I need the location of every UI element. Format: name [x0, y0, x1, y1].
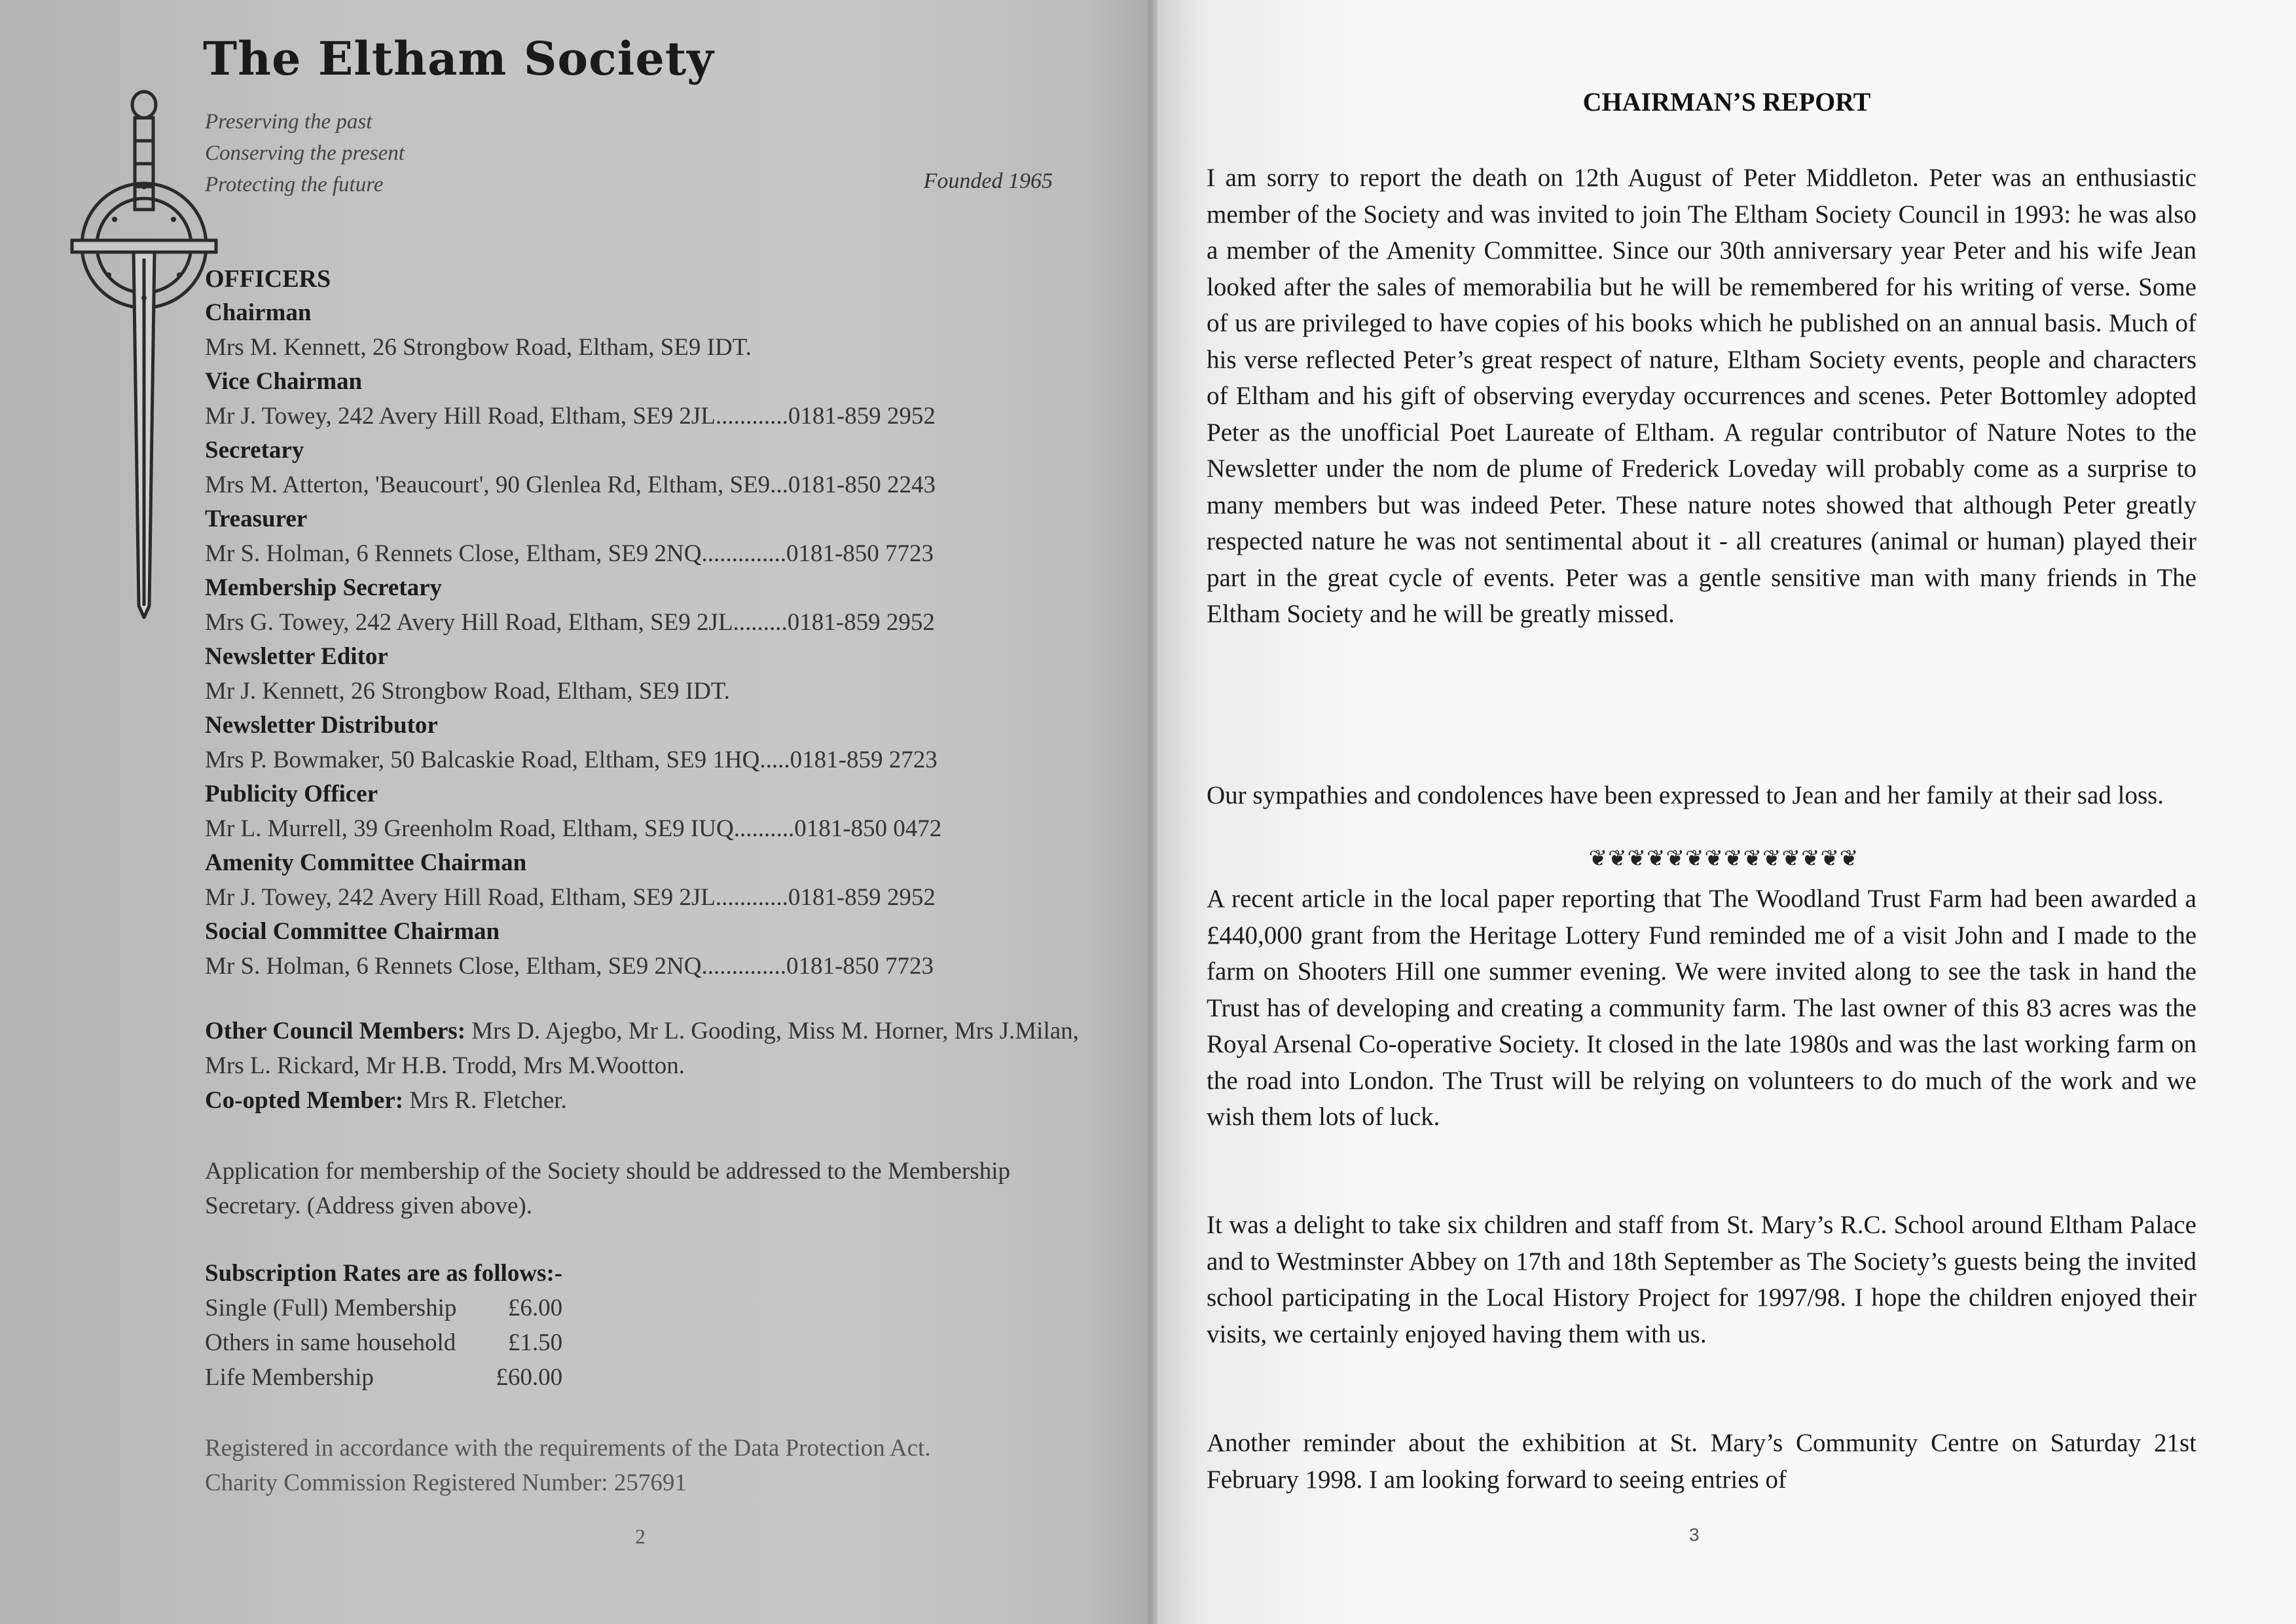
officer-detail: Mr J. Kennett, 26 Strongbow Road, Eltham, SE9 IDT.: [205, 678, 730, 705]
report-paragraph: Another reminder about the exhibition at St. Mary’s Community Centre on Saturday 21st February 1998. I am looking forward to seeing entries of: [1207, 1429, 2196, 1494]
officer-detail: Mr S. Holman, 6 Rennets Close, Eltham, SE9 2NQ..............0181-850 7723: [205, 953, 934, 980]
sword-emblem-icon: [65, 88, 223, 619]
officer-role: Newsletter Distributor: [205, 712, 438, 739]
society-masthead: The Eltham Society: [203, 31, 714, 86]
tagline: Conserving the present: [205, 141, 405, 165]
coopted-label: Co-opted Member:: [205, 1087, 404, 1114]
officer-detail: Mr L. Murrell, 39 Greenholm Road, Eltham, SE9 IUQ..........0181-850 0472: [205, 815, 942, 842]
officers-heading: OFFICERS: [205, 265, 331, 293]
ornamental-divider: ❦❦❦❦❦❦❦❦❦❦❦❦❦❦: [1588, 845, 1859, 872]
subscription-label: Single (Full) Membership: [205, 1295, 457, 1321]
membership-application-note: Application for membership of the Society should be addressed to the Membership Secretary. (Address given above).: [205, 1158, 1010, 1219]
officer-role: Social Committee Chairman: [205, 918, 500, 945]
subscription-label: Life Membership: [205, 1364, 374, 1391]
tagline: Preserving the past: [205, 110, 373, 134]
registration-line: Charity Commission Registered Number: 257691: [205, 1469, 687, 1496]
tagline: Protecting the future: [205, 173, 384, 196]
officer-detail: Mr J. Towey, 242 Avery Hill Road, Eltham, SE9 2JL............0181-859 2952: [205, 884, 936, 911]
report-paragraph: It was a delight to take six children and staff from St. Mary’s R.C. School around Eltham Palace and to Westminster Abbey on 17th and 18th September as The Society’s guests being the invited school participating in the Local History Project for 1997/98. I hope the children enjoyed their visits, we certainly enjoyed having them with us.: [1207, 1211, 2196, 1348]
officer-detail: Mrs M. Kennett, 26 Strongbow Road, Eltham, SE9 IDT.: [205, 334, 752, 361]
officer-detail: Mrs G. Towey, 242 Avery Hill Road, Eltham, SE9 2JL.........0181-859 2952: [205, 609, 935, 636]
subscription-amount: £1.50: [507, 1329, 563, 1356]
subscription-row: [205, 1291, 562, 1325]
report-paragraph: A recent article in the local paper reporting that The Woodland Trust Farm had been awarded a £440,000 grant from the Heritage Lottery Fund reminded me of a visit John and I made to the farm on Shooters Hill one summer evening. We were invited along to see the task in hand the Trust has of developing and creating a community farm. The last owner of this 83 acres was the Royal Arsenal Co-operative Society. It closed in the late 1980s and was the last working farm on the road into London. The Trust will be relying on volunteers to do much of the work and we wish them lots of luck.: [1207, 885, 2196, 1131]
report-title: CHAIRMAN’S REPORT: [1582, 87, 1871, 117]
officer-role: Membership Secretary: [205, 574, 443, 601]
council-members: [205, 1014, 1115, 1118]
subscription-title: Subscription Rates are as follows:-: [205, 1260, 563, 1287]
society-taglines: [205, 106, 405, 200]
officer-detail: Mrs P. Bowmaker, 50 Balcaskie Road, Eltham, SE9 1HQ.....0181-859 2723: [205, 747, 938, 773]
officer-role: Vice Chairman: [205, 368, 363, 395]
officer-detail: Mrs M. Atterton, 'Beaucourt', 90 Glenlea Rd, Eltham, SE9...0181-850 2243: [205, 471, 936, 498]
officer-role: Secretary: [205, 437, 304, 464]
subscription-row: [205, 1325, 562, 1360]
officer-role: Newsletter Editor: [205, 643, 388, 670]
registration-note: [205, 1431, 931, 1500]
coopted-member: [205, 1083, 1115, 1118]
subscription-rates: [205, 1256, 562, 1395]
subscription-amount: £60.00: [496, 1364, 563, 1391]
officer-detail: Mr S. Holman, 6 Rennets Close, Eltham, SE9 2NQ..............0181-850 7723: [205, 540, 934, 567]
officers-list: [205, 262, 1082, 984]
officer-role: Chairman: [205, 299, 312, 326]
subscription-amount: £6.00: [507, 1295, 563, 1321]
subscription-row: [205, 1360, 562, 1395]
coopted-text: Mrs R. Fletcher.: [409, 1087, 567, 1114]
registration-line: Registered in accordance with the requirements of the Data Protection Act.: [205, 1435, 931, 1462]
subscription-table: [205, 1291, 562, 1395]
report-paragraph: I am sorry to report the death on 12th August of Peter Middleton. Peter was an enthusiastic member of the Society and was invited to join The Eltham Society Council in 1993: he was also a member of the Amenity Committee. Since our 30th anniversary year Peter and his wife Jean looked after the sales of memorabilia but he will be remembered for his writing of verse. Some of us are privileged to have copies of his books which he published on an annual basis. Much of his verse reflected Peter’s great respect of nature, Eltham Society events, people and characters of Eltham and his gift of observing everyday occurrences and scenes. Peter Bottomley adopted Peter as the unofficial Poet Laureate of Eltham. A regular contributor of Nature Notes to the Newsletter under the nom de plume of Frederick Loveday will probably come as a surprise to many members but was indeed Peter. These nature notes showed that although Peter greatly respected nature he was not sentimental about it - all creatures (animal or human) played their part in the great cycle of events. Peter was a gentle sensitive man with many friends in The Eltham Society and he will be greatly missed.: [1207, 164, 2196, 628]
page-number: 3: [1689, 1524, 1700, 1545]
officer-detail: Mr J. Towey, 242 Avery Hill Road, Eltham, SE9 2JL............0181-859 2952: [205, 403, 936, 430]
officer-role: Treasurer: [205, 506, 308, 532]
council-text: Mrs D. Ajegbo, Mr L. Gooding, Miss M. Horner, Mrs J.Milan, Mrs L. Rickard, Mr H.B. Trodd, Mrs M.Wootton.: [205, 1018, 1079, 1079]
officer-role: Amenity Committee Chairman: [205, 849, 527, 876]
founded-date: Founded 1965: [923, 169, 1053, 193]
page-number: 2: [635, 1524, 646, 1548]
council-label: Other Council Members:: [205, 1018, 466, 1044]
report-paragraph: Our sympathies and condolences have been expressed to Jean and her family at their sad loss.: [1207, 781, 2164, 809]
subscription-label: Others in same household: [205, 1329, 456, 1356]
officer-role: Publicity Officer: [205, 781, 378, 807]
other-council-members: [205, 1014, 1115, 1083]
